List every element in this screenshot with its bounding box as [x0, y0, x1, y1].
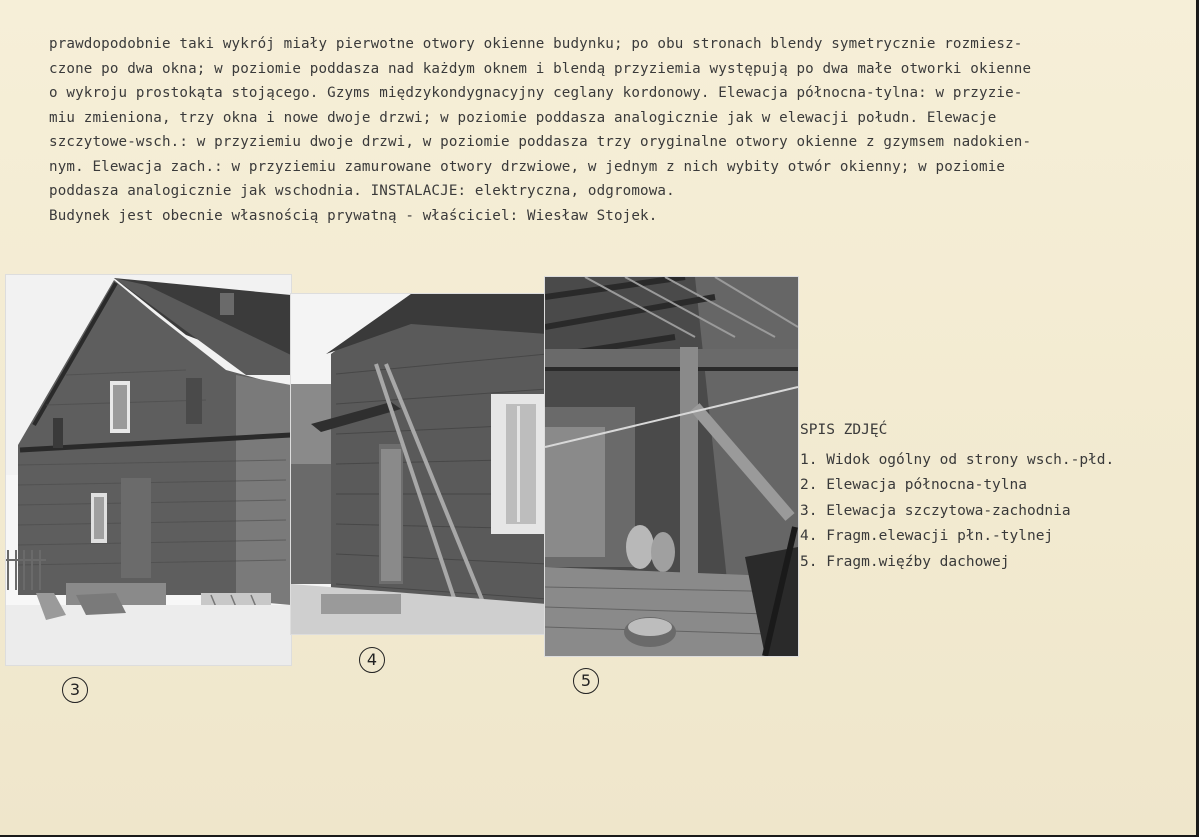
text-line: o wykroju prostokąta stojącego. Gzyms międzykondygnacyjny ceglany kordonowy. Elewacja północna-tylna: w przyzie- — [49, 85, 1023, 101]
photo-number-5: 5 — [573, 668, 599, 694]
photo-number-3: 3 — [62, 677, 88, 703]
text-line: Budynek jest obecnie własnością prywatną - właściciel: Wiesław Stojek. — [49, 207, 658, 224]
text-line: czone po dwa okna; w poziomie poddasza nad każdym oknem i blendą przyziemia występują po dwa małe otworki okienne — [49, 60, 1032, 77]
photo-list-item: 3. Elewacja szczytowa-zachodnia — [800, 502, 1071, 519]
photo-list-title: SPIS ZDJĘĆ — [800, 422, 888, 438]
photo-north-elevation — [291, 294, 547, 634]
photo-list — [800, 418, 1114, 575]
text-line: miu zmieniona, trzy okna i nowe dwoje drzwi; w poziomie poddasza analogicznie jak w elewacji połudn. Elewacje — [49, 109, 997, 126]
photo-list-item: 4. Fragm.elewacji płn.-tylnej — [800, 528, 1054, 544]
text-line: poddasza analogicznie jak wschodnia. INSTALACJE: elektryczna, odgromowa. — [49, 183, 675, 199]
photo-number-4: 4 — [359, 647, 385, 673]
photo-roof-truss — [545, 277, 798, 656]
photo-house-gable — [6, 275, 291, 665]
text-line: szczytowe-wsch.: w przyziemiu dwoje drzwi, w poziomie poddasza trzy oryginalne otwory okienne z gzymsem nadokien- — [49, 134, 1032, 150]
text-line: prawdopodobnie taki wykrój miały pierwotne otwory okienne budynku; po obu stronach blendy symetrycznie rozmiesz- — [49, 36, 1023, 52]
text-line: nym. Elewacja zach.: w przyziemiu zamurowane otwory drzwiowe, w jednym z nich wybity otwór okienny; w poziomie — [49, 158, 1006, 175]
photo-list-item: 5. Fragm.więźby dachowej — [800, 553, 1010, 570]
photo-list-item: 1. Widok ogólny od strony wsch.-płd. — [800, 451, 1115, 468]
photo-list-item: 2. Elewacja północna-tylna — [800, 477, 1027, 493]
body-text — [49, 32, 1189, 228]
